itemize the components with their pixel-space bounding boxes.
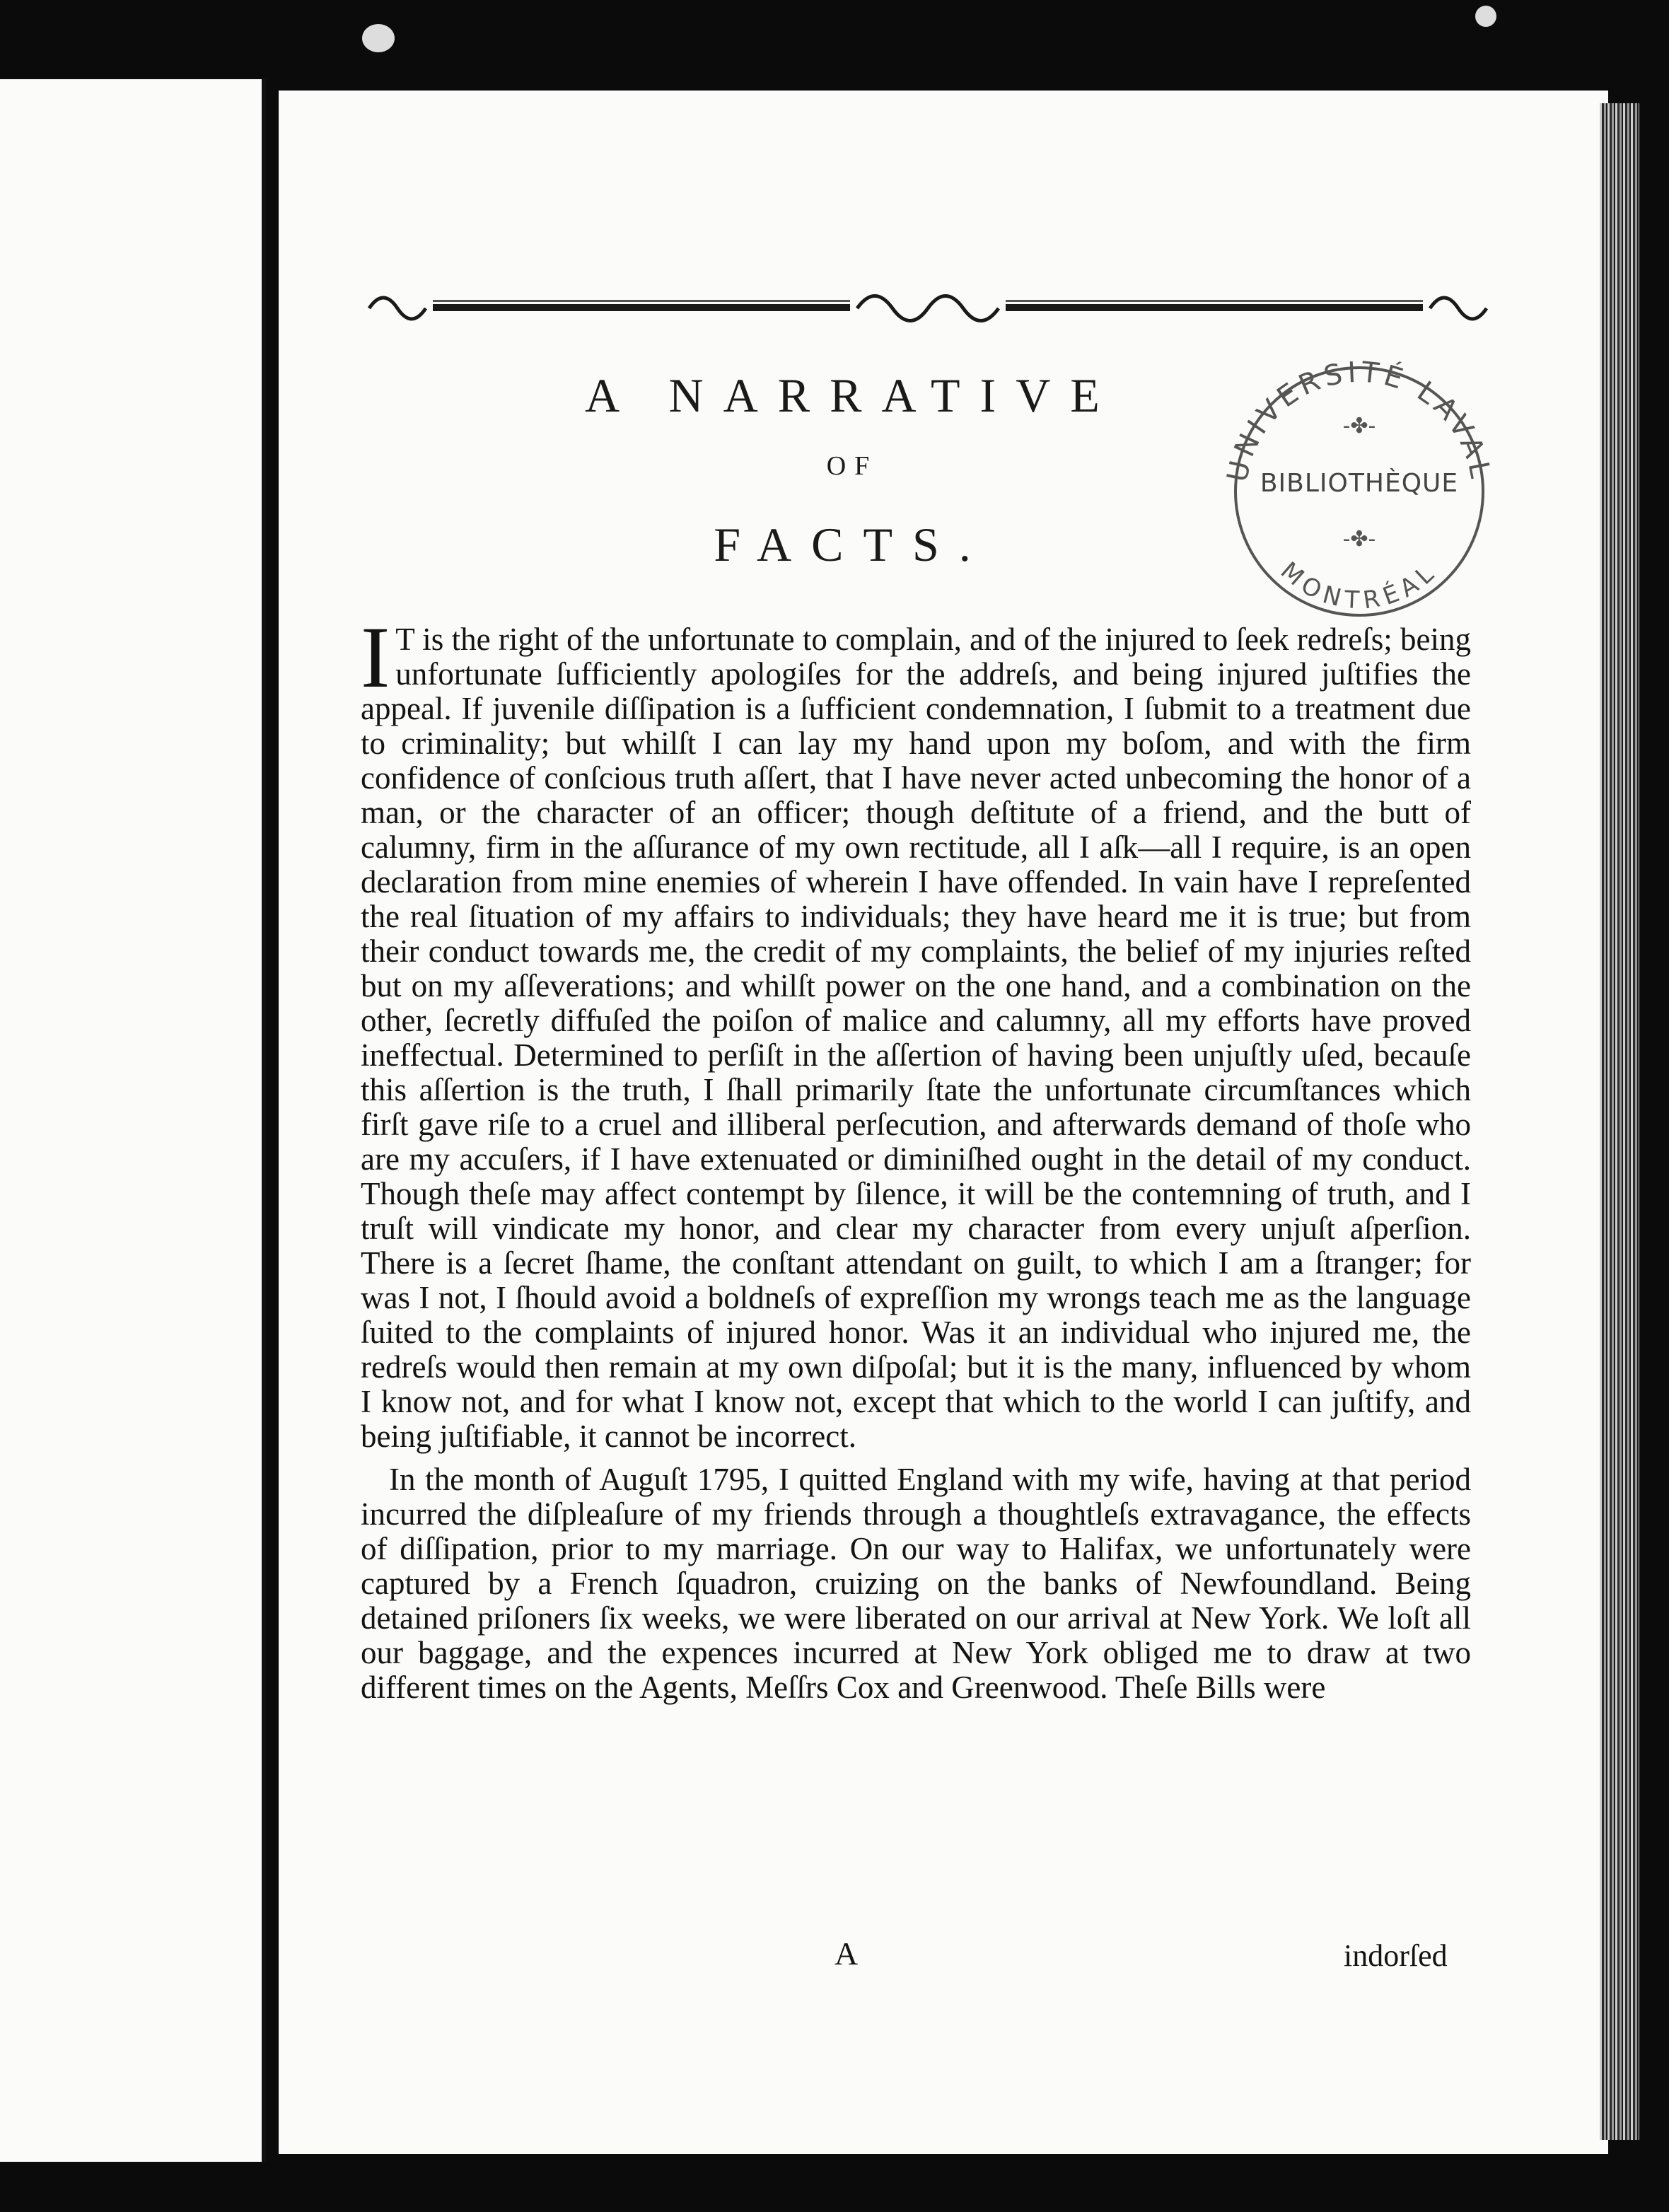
stamp-top-text: UNIVERSITÉ LAVAL: [1221, 356, 1498, 485]
stamp-center-text: BIBLIOTHÈQUE: [1260, 469, 1459, 498]
paragraph-2: In the month of Auguſt 1795, I quitted England with my wife, having at that period incurred the diſpleaſure of my friends through a thoughtleſs extravagance, the effects of diſſipation, prior to my marriage. On our way to Halifax, we unfortunately were captured by a French ſquadron, cruizing on the banks of Newfoundland. Being detained priſoners ſix weeks, we were liberated on our arrival at New York. We loſt all our baggage, and the expences incurred at New York obliged me to draw at two different times on the Agents, Meſſrs Cox and Greenwood. Theſe Bills were: [361, 1462, 1471, 1705]
page-edge: [1600, 103, 1639, 2140]
svg-text:-✤-: -✤-: [1342, 414, 1376, 438]
facing-page: [0, 79, 266, 2162]
page-title: A NARRATIVE: [585, 368, 1120, 422]
title-connector: OF: [826, 451, 878, 481]
signature-mark: A: [834, 1936, 859, 1972]
header-ornament: [362, 280, 1494, 337]
stamp-bottom-text: MONTRÉAL: [1274, 557, 1443, 615]
catchword: indorſed: [1344, 1938, 1448, 1973]
paragraph-1: [361, 609, 1471, 1454]
svg-text:-✤-: -✤-: [1342, 527, 1376, 552]
page-subtitle: FACTS.: [714, 518, 991, 571]
svg-text:MONTRÉAL: [1275, 557, 1443, 615]
body-text: [361, 609, 1471, 1705]
scan-speck: [362, 24, 395, 52]
paragraph-1-text: T is the right of the unfortunate to complain, and of the injured to ſeek redreſs; being unfortunate ſufficiently apologiſes for the addreſs, and being injured juſtifies the appeal. If juvenile diſſipation is a ſufficient condemnation, I ſubmit to a treatment due to criminality; but whilſt I can lay my hand upon my boſom, and with the firm confidence of conſcious truth aſſert, that I have never acted unbecoming the honor of a man, or the character of an officer; though deſtitute of a friend, and the butt of calumny, firm in the aſſurance of my own rectitude, all I aſk—all I require, is an open declaration from mine enemies of wherein I have offended. In vain have I repreſented the real ſituation of my affairs to individuals; they have heard me it is true; but from their conduct towards me, the credit of my complaints, the belief of my injuries reſted but on my aſſeverations; and whilſt power on the one hand, and a combination on the other, ſecretly diffuſed the poiſon of malice and calumny, all my efforts have proved ineffectual. Determined to perſiſt in the aſſertion of having been unjuſtly uſed, becauſe this aſſertion is the truth, I ſhall primarily ſtate the unfortunate circumſtances which firſt gave riſe to a cruel and illiberal perſecution, and afterwards demand of thoſe who are my accuſers, if I have extenuated or diminiſhed ought in the detail of my conduct. Though theſe may affect contempt by ſilence, it will be the contemning of truth, and I truſt will vindicate my honor, and clear my character from every unjuſt aſperſion. There is a ſecret ſhame, the conſtant attendant on guilt, to which I am a ſtranger; for was I not, I ſhould avoid a boldneſs of expreſſion my wrongs teach me as the language ſuited to the complaints of injured honor. Was it an individual who injured me, the redreſs would then remain at my own diſpoſal; but it is the many, influenced by whom I know not, and for what I know not, except that which to the world I can juſtify, and being juſtifiable, it cannot be incorrect.: [361, 622, 1471, 1454]
drop-cap: I: [361, 609, 390, 706]
scan-speck: [1475, 6, 1496, 27]
title-block: [453, 368, 1252, 573]
library-stamp: [1211, 354, 1508, 622]
